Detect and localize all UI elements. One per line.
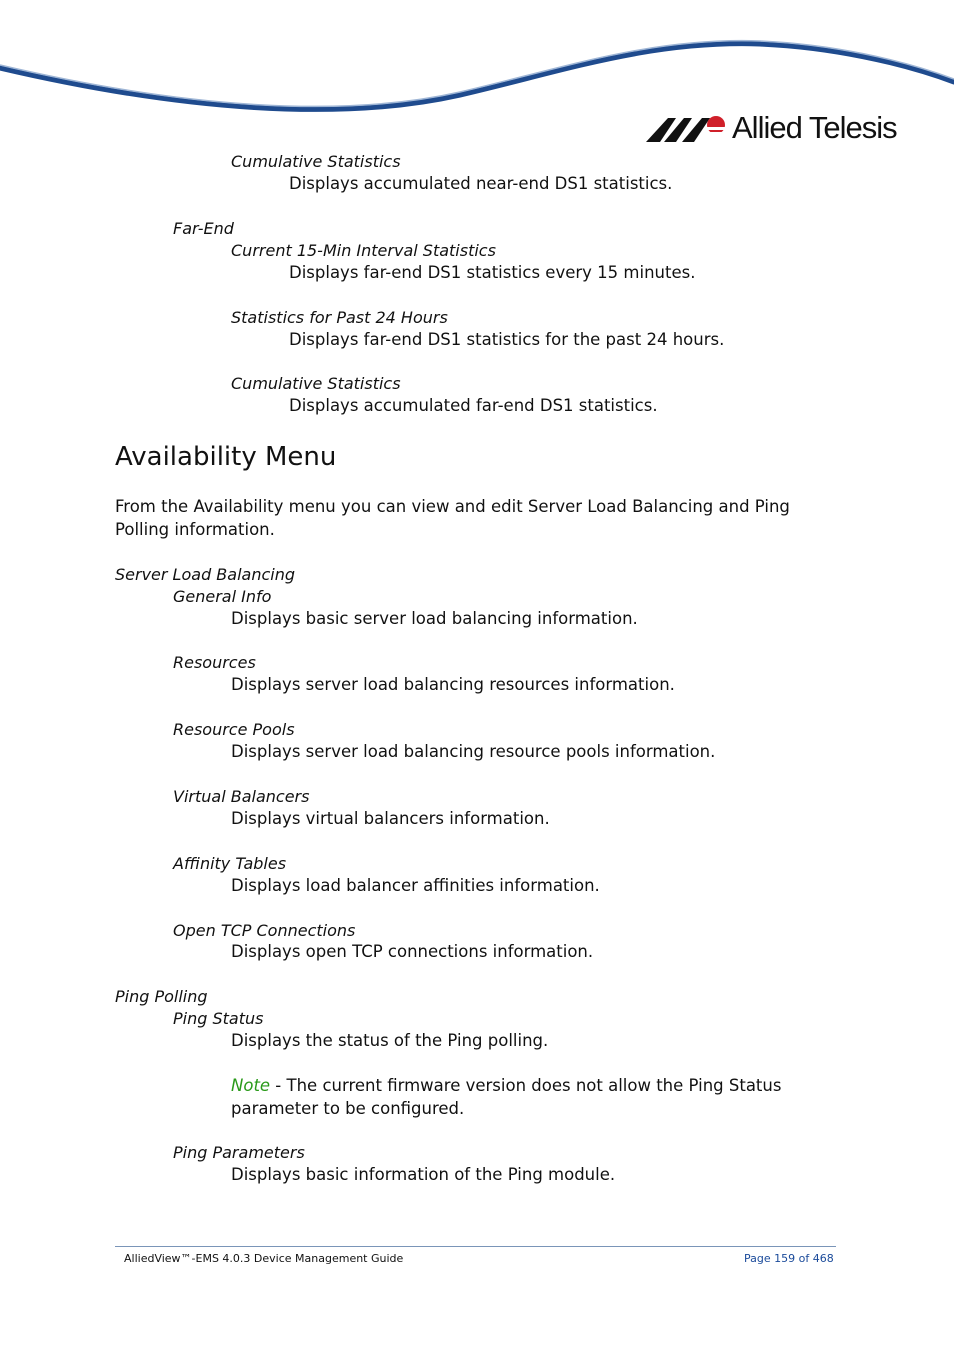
menu-item-title: Virtual Balancers xyxy=(173,787,310,806)
menu-item-title: Statistics for Past 24 Hours xyxy=(231,308,448,327)
menu-item-title: Server Load Balancing xyxy=(115,565,296,584)
menu-item-title: Ping Polling xyxy=(115,987,208,1006)
menu-item-title: Open TCP Connections xyxy=(173,921,356,940)
note-text: - The current firmware version does not allow the Ping Status parameter to be configured. xyxy=(231,1076,782,1118)
footer-page-number: Page 159 of 468 xyxy=(744,1252,834,1265)
menu-item-title: Ping Parameters xyxy=(173,1143,305,1162)
menu-item-description: Displays accumulated far-end DS1 statistics. xyxy=(289,396,658,415)
menu-item-description: Displays the status of the Ping polling. xyxy=(231,1031,549,1050)
note-label: Note xyxy=(231,1076,271,1095)
menu-item-description: Displays far-end DS1 statistics every 15 minutes. xyxy=(289,263,696,282)
menu-item-description: Displays open TCP connections information. xyxy=(231,942,594,961)
logo-mark-icon xyxy=(646,114,730,146)
menu-item-description: Displays basic server load balancing information. xyxy=(231,609,638,628)
footer-divider xyxy=(115,1246,836,1247)
section-heading: Availability Menu xyxy=(115,442,337,472)
menu-item-title: Resource Pools xyxy=(173,720,295,739)
menu-item-title: Cumulative Statistics xyxy=(231,152,401,171)
menu-item-title: Affinity Tables xyxy=(173,854,287,873)
section-intro: From the Availability menu you can view and edit Server Load Balancing and Ping Polling information. xyxy=(115,497,790,539)
menu-item-description: Displays far-end DS1 statistics for the past 24 hours. xyxy=(289,330,725,349)
menu-item-description: Displays accumulated near-end DS1 statistics. xyxy=(289,174,673,193)
menu-item-description: Displays load balancer affinities information. xyxy=(231,876,600,895)
menu-item-description: Displays virtual balancers information. xyxy=(231,809,550,828)
menu-item-title: General Info xyxy=(173,587,272,606)
logo-wordmark: Allied Telesis xyxy=(732,110,897,145)
note-paragraph xyxy=(231,1074,831,1120)
footer-doc-title: AlliedView™-EMS 4.0.3 Device Management Guide xyxy=(124,1252,404,1265)
menu-item-title: Current 15-Min Interval Statistics xyxy=(231,241,496,260)
menu-item-title: Far-End xyxy=(173,219,234,238)
menu-item-title: Ping Status xyxy=(173,1009,264,1028)
menu-item-description: Displays basic information of the Ping module. xyxy=(231,1165,616,1184)
menu-item-description: Displays server load balancing resources information. xyxy=(231,675,675,694)
menu-item-title: Cumulative Statistics xyxy=(231,374,401,393)
menu-item-title: Resources xyxy=(173,653,256,672)
allied-telesis-logo xyxy=(646,108,902,148)
menu-item-description: Displays server load balancing resource pools information. xyxy=(231,742,716,761)
